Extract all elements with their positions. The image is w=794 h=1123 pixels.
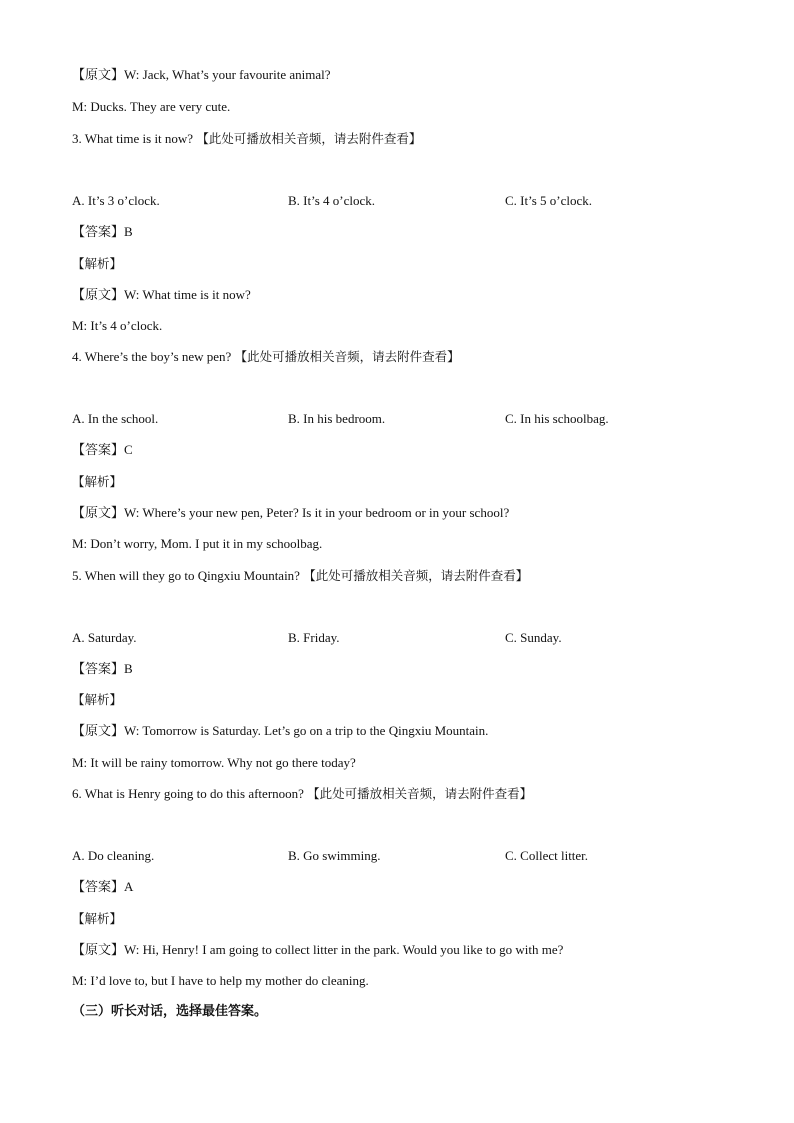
q4-transcript-w: 【原文】W: Where’s your new pen, Peter? Is it in your bedroom or in your school? [72,505,510,520]
q6-option-b: B. Go swimming. [288,848,381,863]
q3-answer: 【答案】B [72,224,133,239]
q5-option-b: B. Friday. [288,630,340,645]
q3-analysis: 【解析】 [72,256,123,271]
q5-transcript-m: M: It will be rainy tomorrow. Why not go there today? [72,755,356,770]
q4-analysis: 【解析】 [72,474,123,489]
q3-transcript-w: 【原文】W: What time is it now? [72,287,251,302]
q3-audio-note: 【此处可播放相关音频，请去附件查看】 [196,131,422,146]
q4-answer: 【答案】C [72,442,133,457]
q2-transcript-w: 【原文】W: Jack, What’s your favourite animal? [72,67,331,82]
q5-analysis: 【解析】 [72,692,123,707]
q6-question-line [72,786,532,802]
q2-transcript-m: M: Ducks. They are very cute. [72,99,231,114]
q5-audio-note: 【此处可播放相关音频，请去附件查看】 [303,568,529,583]
q6-transcript-m: M: I’d love to, but I have to help my mother do cleaning. [72,973,369,988]
q4-option-a: A. In the school. [72,411,159,426]
section-heading: （三）听长对话，选择最佳答案。 [72,1004,268,1019]
q3-transcript-m: M: It’s 4 o’clock. [72,318,163,333]
q3-question: 3. What time is it now? [72,131,194,146]
q4-question-line [72,349,460,365]
q4-audio-note: 【此处可播放相关音频，请去附件查看】 [234,349,460,364]
q4-question: 4. Where’s the boy’s new pen? [72,349,232,364]
q6-audio-note: 【此处可播放相关音频，请去附件查看】 [307,786,533,801]
q4-transcript-m: M: Don’t worry, Mom. I put it in my schoolbag. [72,536,323,551]
q3-question-line [72,131,421,147]
q6-option-a: A. Do cleaning. [72,848,155,863]
q3-option-c: C. It’s 5 o’clock. [505,193,593,208]
q6-transcript-w: 【原文】W: Hi, Henry! I am going to collect litter in the park. Would you like to go with me? [72,942,564,957]
q5-option-a: A. Saturday. [72,630,137,645]
q3-option-b: B. It’s 4 o’clock. [288,193,376,208]
q5-question-line [72,568,528,584]
q6-answer: 【答案】A [72,879,134,894]
q6-option-c: C. Collect litter. [505,848,589,863]
q6-analysis: 【解析】 [72,911,123,926]
q5-transcript-w: 【原文】W: Tomorrow is Saturday. Let’s go on a trip to the Qingxiu Mountain. [72,723,489,738]
q4-option-b: B. In his bedroom. [288,411,386,426]
q6-question: 6. What is Henry going to do this afternoon? [72,786,304,801]
q3-option-a: A. It’s 3 o’clock. [72,193,160,208]
q4-option-c: C. In his schoolbag. [505,411,609,426]
q5-answer: 【答案】B [72,661,133,676]
q5-question: 5. When will they go to Qingxiu Mountain? [72,568,300,583]
q5-option-c: C. Sunday. [505,630,562,645]
